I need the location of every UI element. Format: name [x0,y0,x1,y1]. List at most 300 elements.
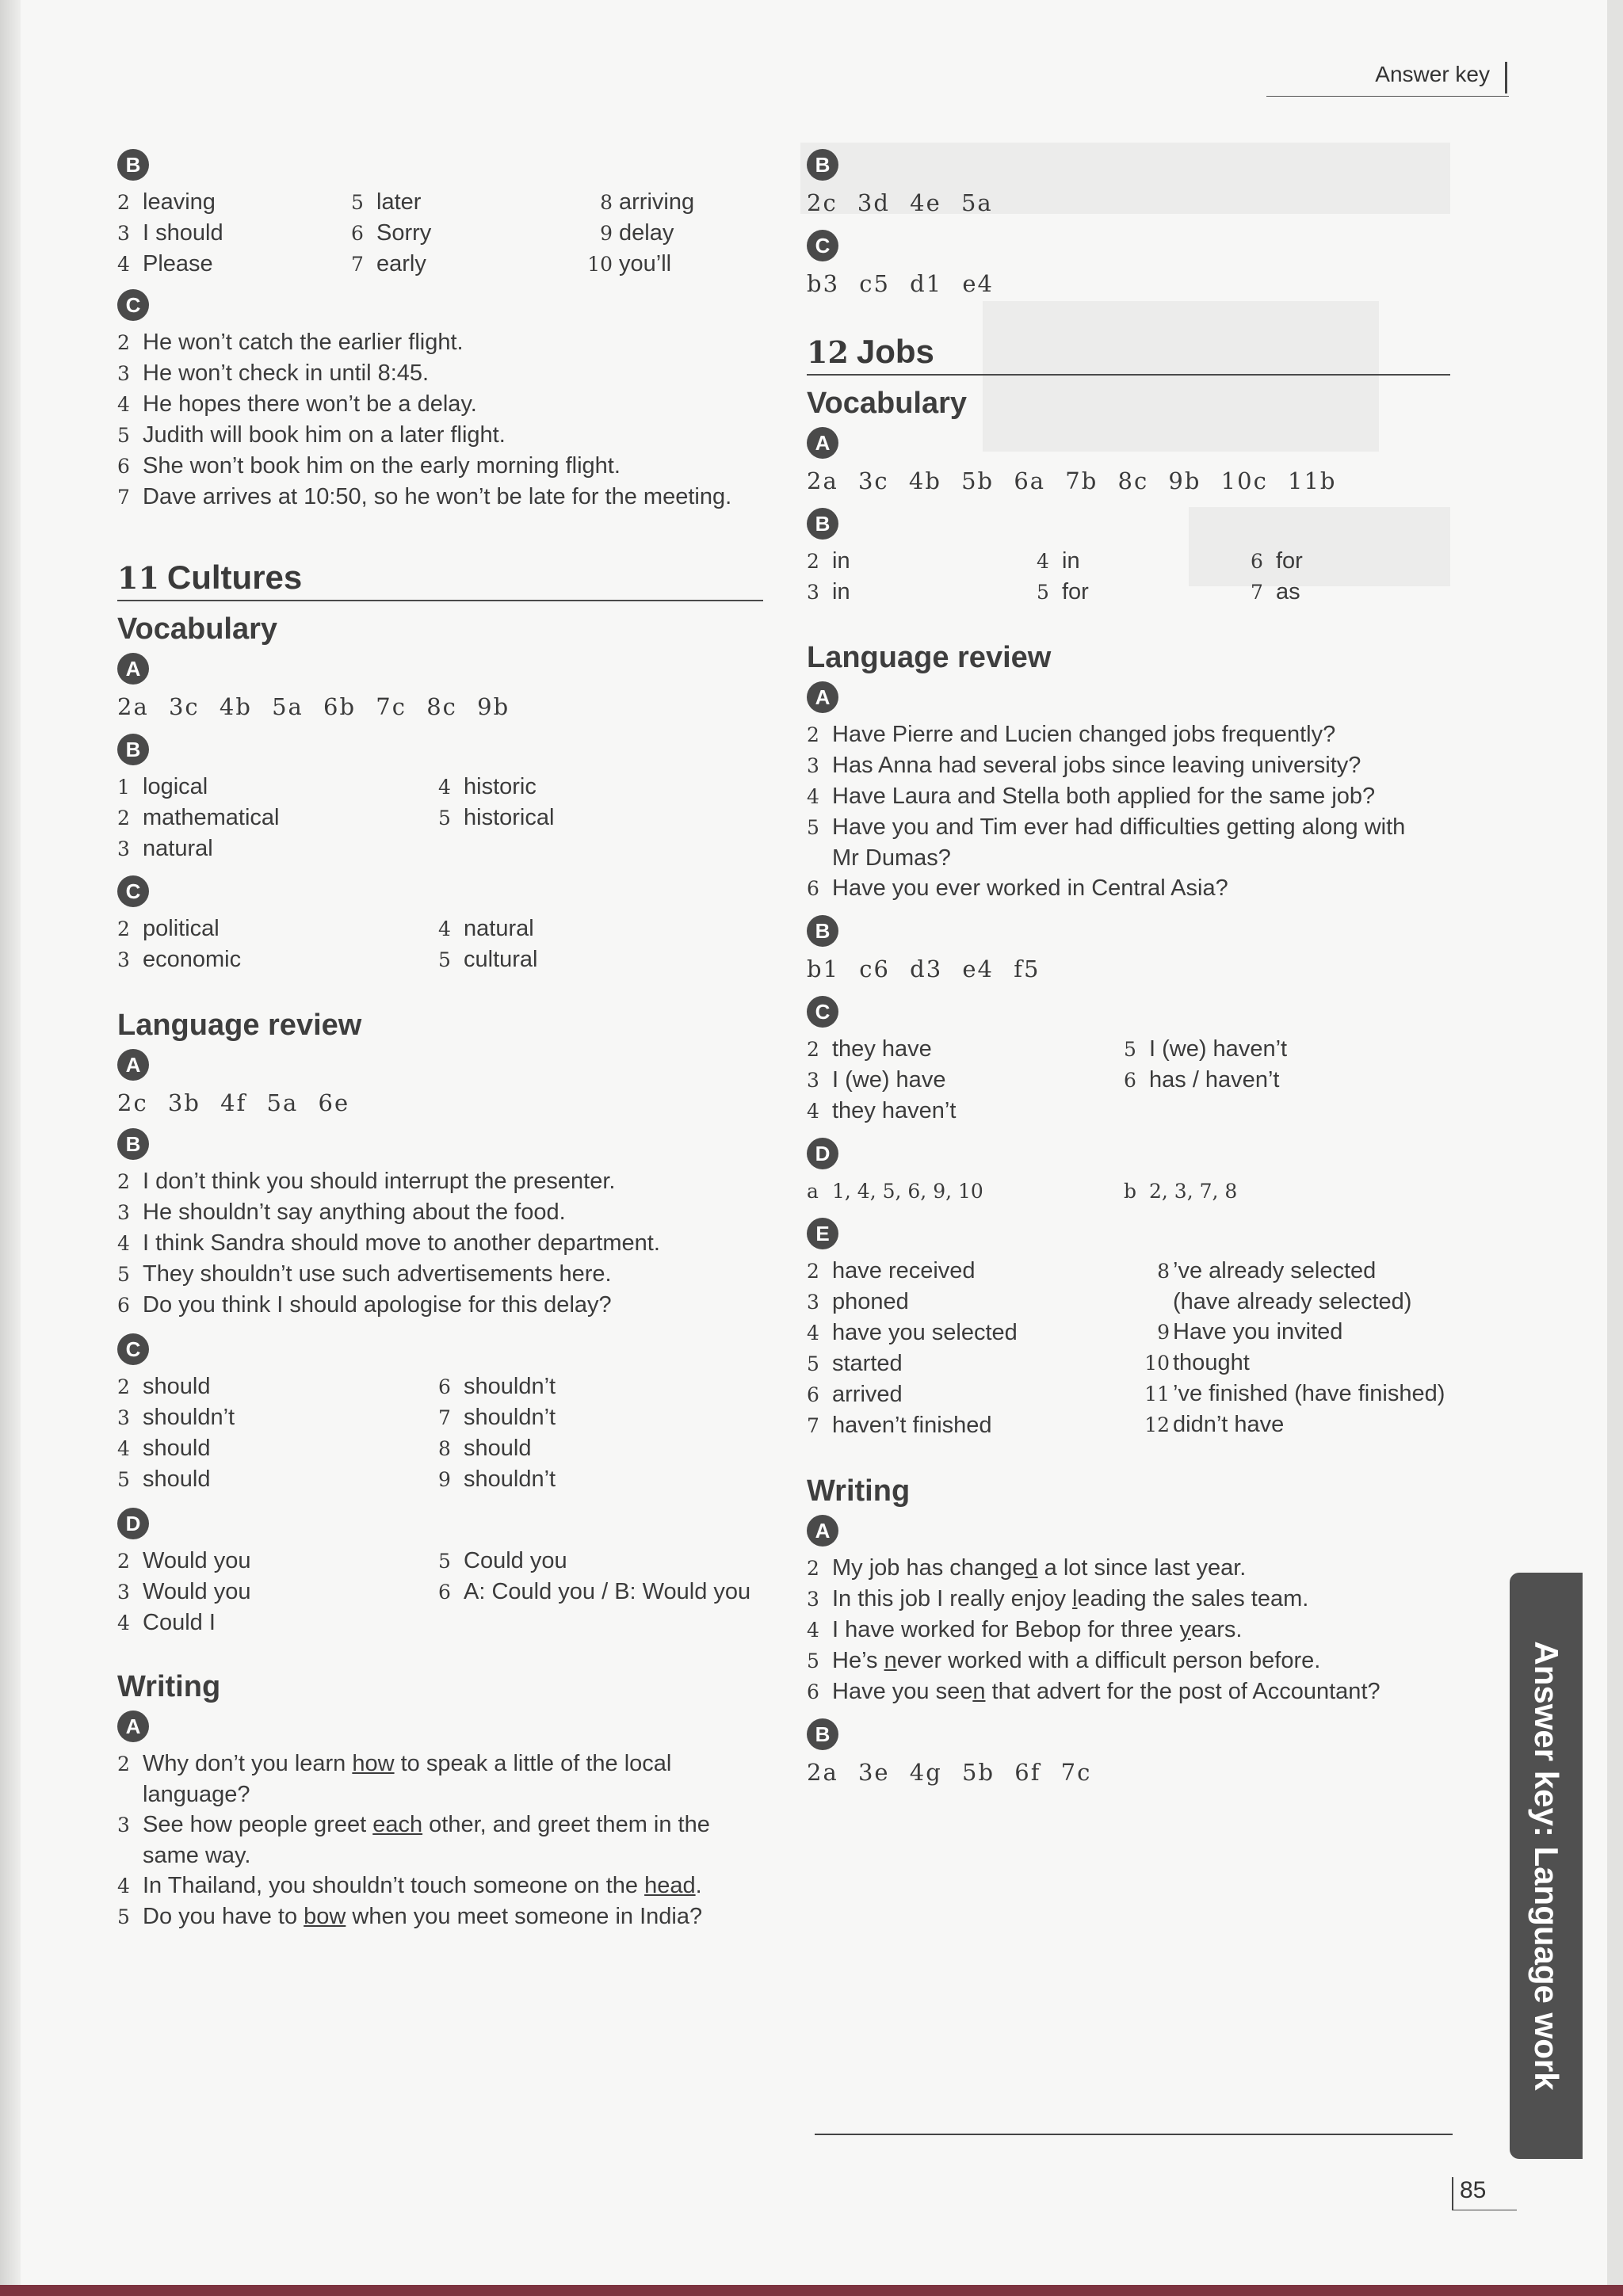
item-number: 3 [117,362,130,385]
item-text: He won’t check in until 8:45. [143,360,430,386]
item-text: shouldn’t [464,1466,556,1492]
item-number: 6 [351,222,364,245]
item-number: 7 [438,1406,451,1429]
item-text: logical [143,774,208,799]
item-number: 3 [117,1581,130,1604]
answer-list [117,1749,763,1932]
section-heading: Writing [807,1474,911,1508]
section-badge: B [117,734,149,765]
answer-item [117,327,763,358]
item-text: have you selected [832,1320,1018,1345]
answer-list [117,327,763,513]
underlined-word: each [372,1812,423,1837]
answer-item [117,187,351,218]
item-number: 5 [807,1352,819,1375]
answer-item [1124,1176,1441,1207]
item-text: historical [464,805,555,830]
item-number: 2 [807,1260,819,1283]
underlined-word: head [644,1873,696,1898]
item-text-pre: My job has change [832,1555,1025,1581]
item-number: 5 [1124,1038,1136,1061]
item-text: as [1276,579,1300,605]
answer-line: 2c 3d 4e 5a [807,189,993,216]
item-text: for [1062,579,1089,605]
item-text-pre: He’s [832,1648,884,1673]
item-text: should [143,1374,211,1399]
item-number: 3 [807,1588,819,1611]
answer-item [1037,577,1251,608]
answer-item [117,451,763,482]
section-badge: B [117,1128,149,1160]
item-number: 3 [807,754,819,777]
item-text-post: other, and greet them in the [422,1812,710,1837]
answer-item [1251,577,1441,608]
answer-item [351,218,581,249]
item-text: Has Anna had several jobs since leaving university? [832,753,1361,778]
answer-item [807,1615,1450,1646]
item-number: 4 [1037,550,1049,573]
unit-title: Cultures [166,559,303,596]
answer-item [807,1676,1450,1707]
item-text: arriving [619,189,695,215]
section-badge: A [807,427,838,459]
item-number: 6 [438,1581,451,1604]
section-heading: Language review [117,1009,362,1042]
answer-col [117,913,438,975]
item-text-post: when you meet someone in India? [346,1904,703,1929]
item-number: 2 [807,1038,819,1061]
answer-item [117,944,438,975]
section-badge: A [117,1711,149,1742]
answer-item [1133,1317,1450,1348]
item-text: ’ve already selected [1173,1258,1377,1283]
underlined-letter: y [1179,1617,1191,1642]
item-text: Sorry [376,220,432,246]
item-text: shouldn’t [464,1405,556,1430]
item-number: 6 [807,1383,819,1406]
answer-item [1037,546,1251,577]
answer-item [807,1256,1133,1287]
item-number: 3 [117,948,130,971]
section-heading: Vocabulary [117,612,278,646]
right-column [807,143,1450,1788]
item-text: in [832,548,850,574]
answer-line: b1 c6 d3 e4 f5 [807,955,1041,982]
item-text: shouldn’t [464,1374,556,1399]
section-badge: E [807,1218,838,1249]
answer-item [117,1749,763,1779]
answer-item [807,1096,1124,1127]
item-text: I should [143,220,223,246]
item-number: 5 [1037,581,1049,604]
item-text: political [143,916,220,941]
answer-item [438,1577,763,1608]
item-number: 10 [587,253,613,276]
section-badge: D [117,1508,149,1539]
underlined-word: how [352,1751,395,1776]
answer-col [1124,1034,1441,1127]
item-number: 7 [807,1414,819,1437]
item-number: 12 [1144,1413,1170,1436]
answer-col [807,546,1037,608]
item-number: 7 [117,486,130,509]
answer-item [807,1379,1133,1410]
answer-item [438,1402,755,1433]
answer-item [117,1810,763,1840]
item-text: for [1276,548,1303,574]
item-number: 8 [1157,1260,1170,1283]
answer-grid [117,187,763,280]
answer-item [117,249,351,280]
item-text: in [832,579,850,605]
item-text: has / haven’t [1149,1067,1280,1093]
answer-col [117,1371,438,1495]
item-number: 9 [438,1468,451,1491]
item-text: Would you [143,1579,251,1604]
answer-item [1124,1065,1441,1096]
answer-item [117,358,763,389]
answer-item [1251,546,1441,577]
item-number: 3 [117,1406,130,1429]
answer-item [807,546,1037,577]
answer-item [807,1034,1124,1065]
answer-item [807,1348,1133,1379]
item-number: 4 [117,1437,130,1460]
item-text-post: a lot since last year. [1037,1555,1247,1581]
item-number: 6 [807,1680,819,1703]
item-text: Judith will book him on a later flight. [143,422,506,448]
answer-item [117,1608,438,1638]
answer-col [1037,546,1251,608]
item-number: 2 [807,723,819,746]
answer-item [807,1584,1450,1615]
item-number: 4 [117,1875,130,1897]
page-number: 85 [1452,2177,1517,2210]
item-text: 1, 4, 5, 6, 9, 10 [832,1180,983,1203]
item-number: 9 [1157,1321,1170,1344]
section-badge: A [807,1515,838,1547]
item-continuation: Mr Dumas? [832,845,951,871]
answer-item [438,1464,755,1495]
item-number: 2 [117,1170,130,1193]
item-number: 2 [117,1550,130,1573]
answer-grid [117,913,763,975]
item-number: 2 [117,191,130,214]
section-badge: B [807,915,838,947]
answer-item [117,1402,438,1433]
answer-item [438,1371,755,1402]
answer-item [117,218,351,249]
item-text: natural [464,916,534,941]
item-text: cultural [464,947,538,972]
item-text: Have you invited [1173,1319,1343,1344]
answer-grid [807,1256,1450,1441]
answer-item [117,420,763,451]
answer-list [807,719,1450,904]
page-edge [1607,0,1623,2296]
item-text: Would you [143,1548,251,1573]
item-number: 2 [117,1375,130,1398]
item-text: in [1062,548,1080,574]
item-number: 5 [438,948,451,971]
item-text-pre: Why don’t you learn [143,1751,353,1776]
item-text: they haven’t [832,1098,957,1123]
item-text: Could you [464,1548,567,1573]
answer-item [807,1176,1124,1207]
answer-item [807,1553,1450,1584]
item-number: 5 [438,807,451,830]
left-column [117,143,763,1932]
item-text: 2, 3, 7, 8 [1149,1180,1238,1203]
item-text: didn’t have [1173,1412,1285,1437]
item-text: Do you think I should apologise for this delay? [143,1292,612,1318]
item-continuation: same way. [143,1843,251,1868]
section-badge: B [807,508,838,540]
item-text: Have Laura and Stella both applied for the same job? [832,784,1376,809]
item-text: natural [143,836,213,861]
answer-item [1124,1034,1441,1065]
answer-col [117,772,438,864]
answer-col [438,1371,755,1495]
item-text: Please [143,251,213,277]
answer-item [807,1410,1133,1441]
item-text-pre: Do you have to [143,1904,304,1929]
item-text: Have you ever worked in Central Asia? [832,875,1228,901]
answer-item [581,249,763,280]
answer-item [351,249,581,280]
side-tab-label: Answer key: Language work [1528,1641,1565,2091]
item-text: Have Pierre and Lucien changed jobs frequently? [832,722,1336,747]
item-number: 7 [351,253,364,276]
unit-title: Jobs [856,333,934,370]
answer-item [117,1546,438,1577]
section-badge: C [807,230,838,261]
item-number: 4 [807,785,819,808]
answer-item [807,1646,1450,1676]
item-text: He shouldn’t say anything about the food. [143,1199,566,1225]
answer-item [117,1901,763,1932]
item-text: early [376,251,426,277]
answer-item [807,1318,1133,1348]
item-number: 4 [438,776,451,799]
item-number: 6 [117,455,130,478]
section-badge: A [807,681,838,713]
answer-item [117,1371,438,1402]
answer-item [438,913,755,944]
item-text: historic [464,774,537,799]
answer-col [117,1546,438,1638]
item-text: She won’t book him on the early morning flight. [143,453,621,479]
item-text: mathematical [143,805,280,830]
item-number: 3 [117,1814,130,1836]
answer-col [438,913,755,975]
item-text: economic [143,947,242,972]
unit-heading [117,559,763,601]
item-number: 5 [117,1468,130,1491]
answer-line: 2a 3c 4b 5b 6a 7b 8c 9b 10c 11b [807,467,1337,494]
answer-line: b3 c5 d1 e4 [807,270,994,297]
answer-grid [117,1546,763,1638]
item-text: phoned [832,1289,909,1314]
answer-item [807,1287,1133,1318]
answer-item [438,803,755,833]
item-number: 5 [351,191,364,214]
item-number: 4 [438,917,451,940]
item-text: haven’t finished [832,1413,992,1438]
answer-grid [807,1176,1450,1207]
answer-col [581,187,763,280]
item-text-post: . [695,1873,702,1898]
item-text: have received [832,1258,976,1283]
answer-item [807,873,1450,904]
answer-item [581,187,763,218]
answer-col [1251,546,1441,608]
item-text: I (we) haven’t [1149,1036,1288,1062]
item-number: 3 [117,837,130,860]
side-tab [1510,1573,1583,2159]
section-badge: C [807,996,838,1028]
answer-item [117,833,438,864]
item-text: Could I [143,1610,216,1635]
answer-col [438,1546,763,1638]
answer-item [117,772,438,803]
item-number: 6 [807,877,819,900]
item-letter: a [807,1180,819,1203]
item-text: Dave arrives at 10:50, so he won’t be late for the meeting. [143,484,732,509]
answer-item [117,1166,763,1197]
answer-line: 2a 3e 4g 5b 6f 7c [807,1759,1092,1786]
answer-list [117,1166,763,1321]
item-number: 10 [1144,1352,1170,1375]
item-number: 3 [807,1069,819,1092]
answer-item [117,482,763,513]
item-number: 5 [117,1263,130,1286]
item-number: 4 [117,393,130,416]
answer-line: 2a 3c 4b 5a 6b 7c 8c 9b [117,693,510,720]
answer-item [117,1259,763,1290]
item-text: shouldn’t [143,1405,235,1430]
item-text-pre: Have you see [832,1679,973,1704]
item-text-pre: I have worked for Bebop for three [832,1617,1180,1642]
item-number: 5 [117,424,130,447]
item-text: thought [1173,1350,1250,1375]
answer-col [117,187,351,280]
underlined-letter: n [884,1648,897,1673]
item-number: 8 [438,1437,451,1460]
answer-grid [807,546,1450,608]
answer-list [807,1553,1450,1707]
answer-item [807,1065,1124,1096]
item-text-pre: In Thailand, you shouldn’t touch someone on the [143,1873,645,1898]
answer-col [1133,1256,1450,1441]
item-text-post: to speak a little of the local [394,1751,672,1776]
underlined-letter: l [1072,1586,1078,1611]
answer-item [117,1290,763,1321]
item-number: 2 [807,550,819,573]
item-continuation: language? [143,1782,250,1807]
item-text: I (we) have [832,1067,946,1093]
answer-item [807,719,1450,750]
answer-item [117,1577,438,1608]
answer-item [117,1464,438,1495]
section-badge: C [117,875,149,907]
section-badge: A [117,1049,149,1081]
item-number: 7 [1251,581,1263,604]
item-text: I think Sandra should move to another department. [143,1230,660,1256]
answer-item [117,803,438,833]
item-text-post: ears. [1190,1617,1243,1642]
answer-item [117,1197,763,1228]
item-text: He won’t catch the earlier flight. [143,330,464,355]
unit-number: 11 [117,560,159,596]
answer-item [1133,1348,1450,1379]
item-text: should [464,1436,532,1461]
item-number: 9 [600,222,613,245]
item-number: 2 [117,1753,130,1775]
item-number: 4 [117,1232,130,1255]
answer-item [807,577,1037,608]
bottom-rule [815,2134,1453,2135]
item-text: started [832,1351,903,1376]
section-heading: Language review [807,641,1052,674]
item-number: 4 [117,1611,130,1634]
item-text-post: ever worked with a difficult person before. [896,1648,1321,1673]
item-letter: b [1124,1180,1137,1203]
section-badge: A [117,653,149,685]
item-text: leaving [143,189,216,215]
answer-item [1133,1379,1450,1409]
item-text-pre: See how people greet [143,1812,373,1837]
item-number: 4 [117,253,130,276]
item-number: 5 [807,1650,819,1672]
answer-item [438,1546,763,1577]
answer-line: 2c 3b 4f 5a 6e [117,1089,350,1116]
answer-grid [117,1371,763,1495]
item-text: Have you and Tim ever had difficulties getting along with [832,814,1406,840]
answer-item [438,944,755,975]
item-text: ’ve finished (have finished) [1173,1381,1445,1406]
answer-item [438,1433,755,1464]
underlined-letter: d [1025,1555,1038,1581]
underlined-word: bow [304,1904,346,1929]
section-badge: D [807,1138,838,1169]
answer-item [807,781,1450,812]
section-heading: Vocabulary [807,387,968,420]
item-number: 2 [117,331,130,354]
item-text: should [143,1436,211,1461]
answer-item [117,1433,438,1464]
answer-grid [117,772,763,864]
section-heading: Writing [117,1670,221,1703]
item-text: arrived [832,1382,903,1407]
section-badge: B [807,1718,838,1750]
item-text: I don’t think you should interrupt the presenter. [143,1169,616,1194]
answer-item [807,750,1450,781]
section-badge: C [117,289,149,321]
item-number: 2 [807,1557,819,1580]
unit-heading [807,333,1450,376]
underlined-letter: n [972,1679,986,1704]
item-number: 3 [117,1201,130,1224]
answer-item [1133,1409,1450,1440]
answer-col [807,1256,1133,1441]
answer-item [351,187,581,218]
answer-col [438,772,755,864]
item-number: 11 [1144,1383,1170,1405]
section-badge: C [117,1333,149,1365]
answer-item [581,218,763,249]
item-text: A: Could you / B: Would you [464,1579,751,1604]
